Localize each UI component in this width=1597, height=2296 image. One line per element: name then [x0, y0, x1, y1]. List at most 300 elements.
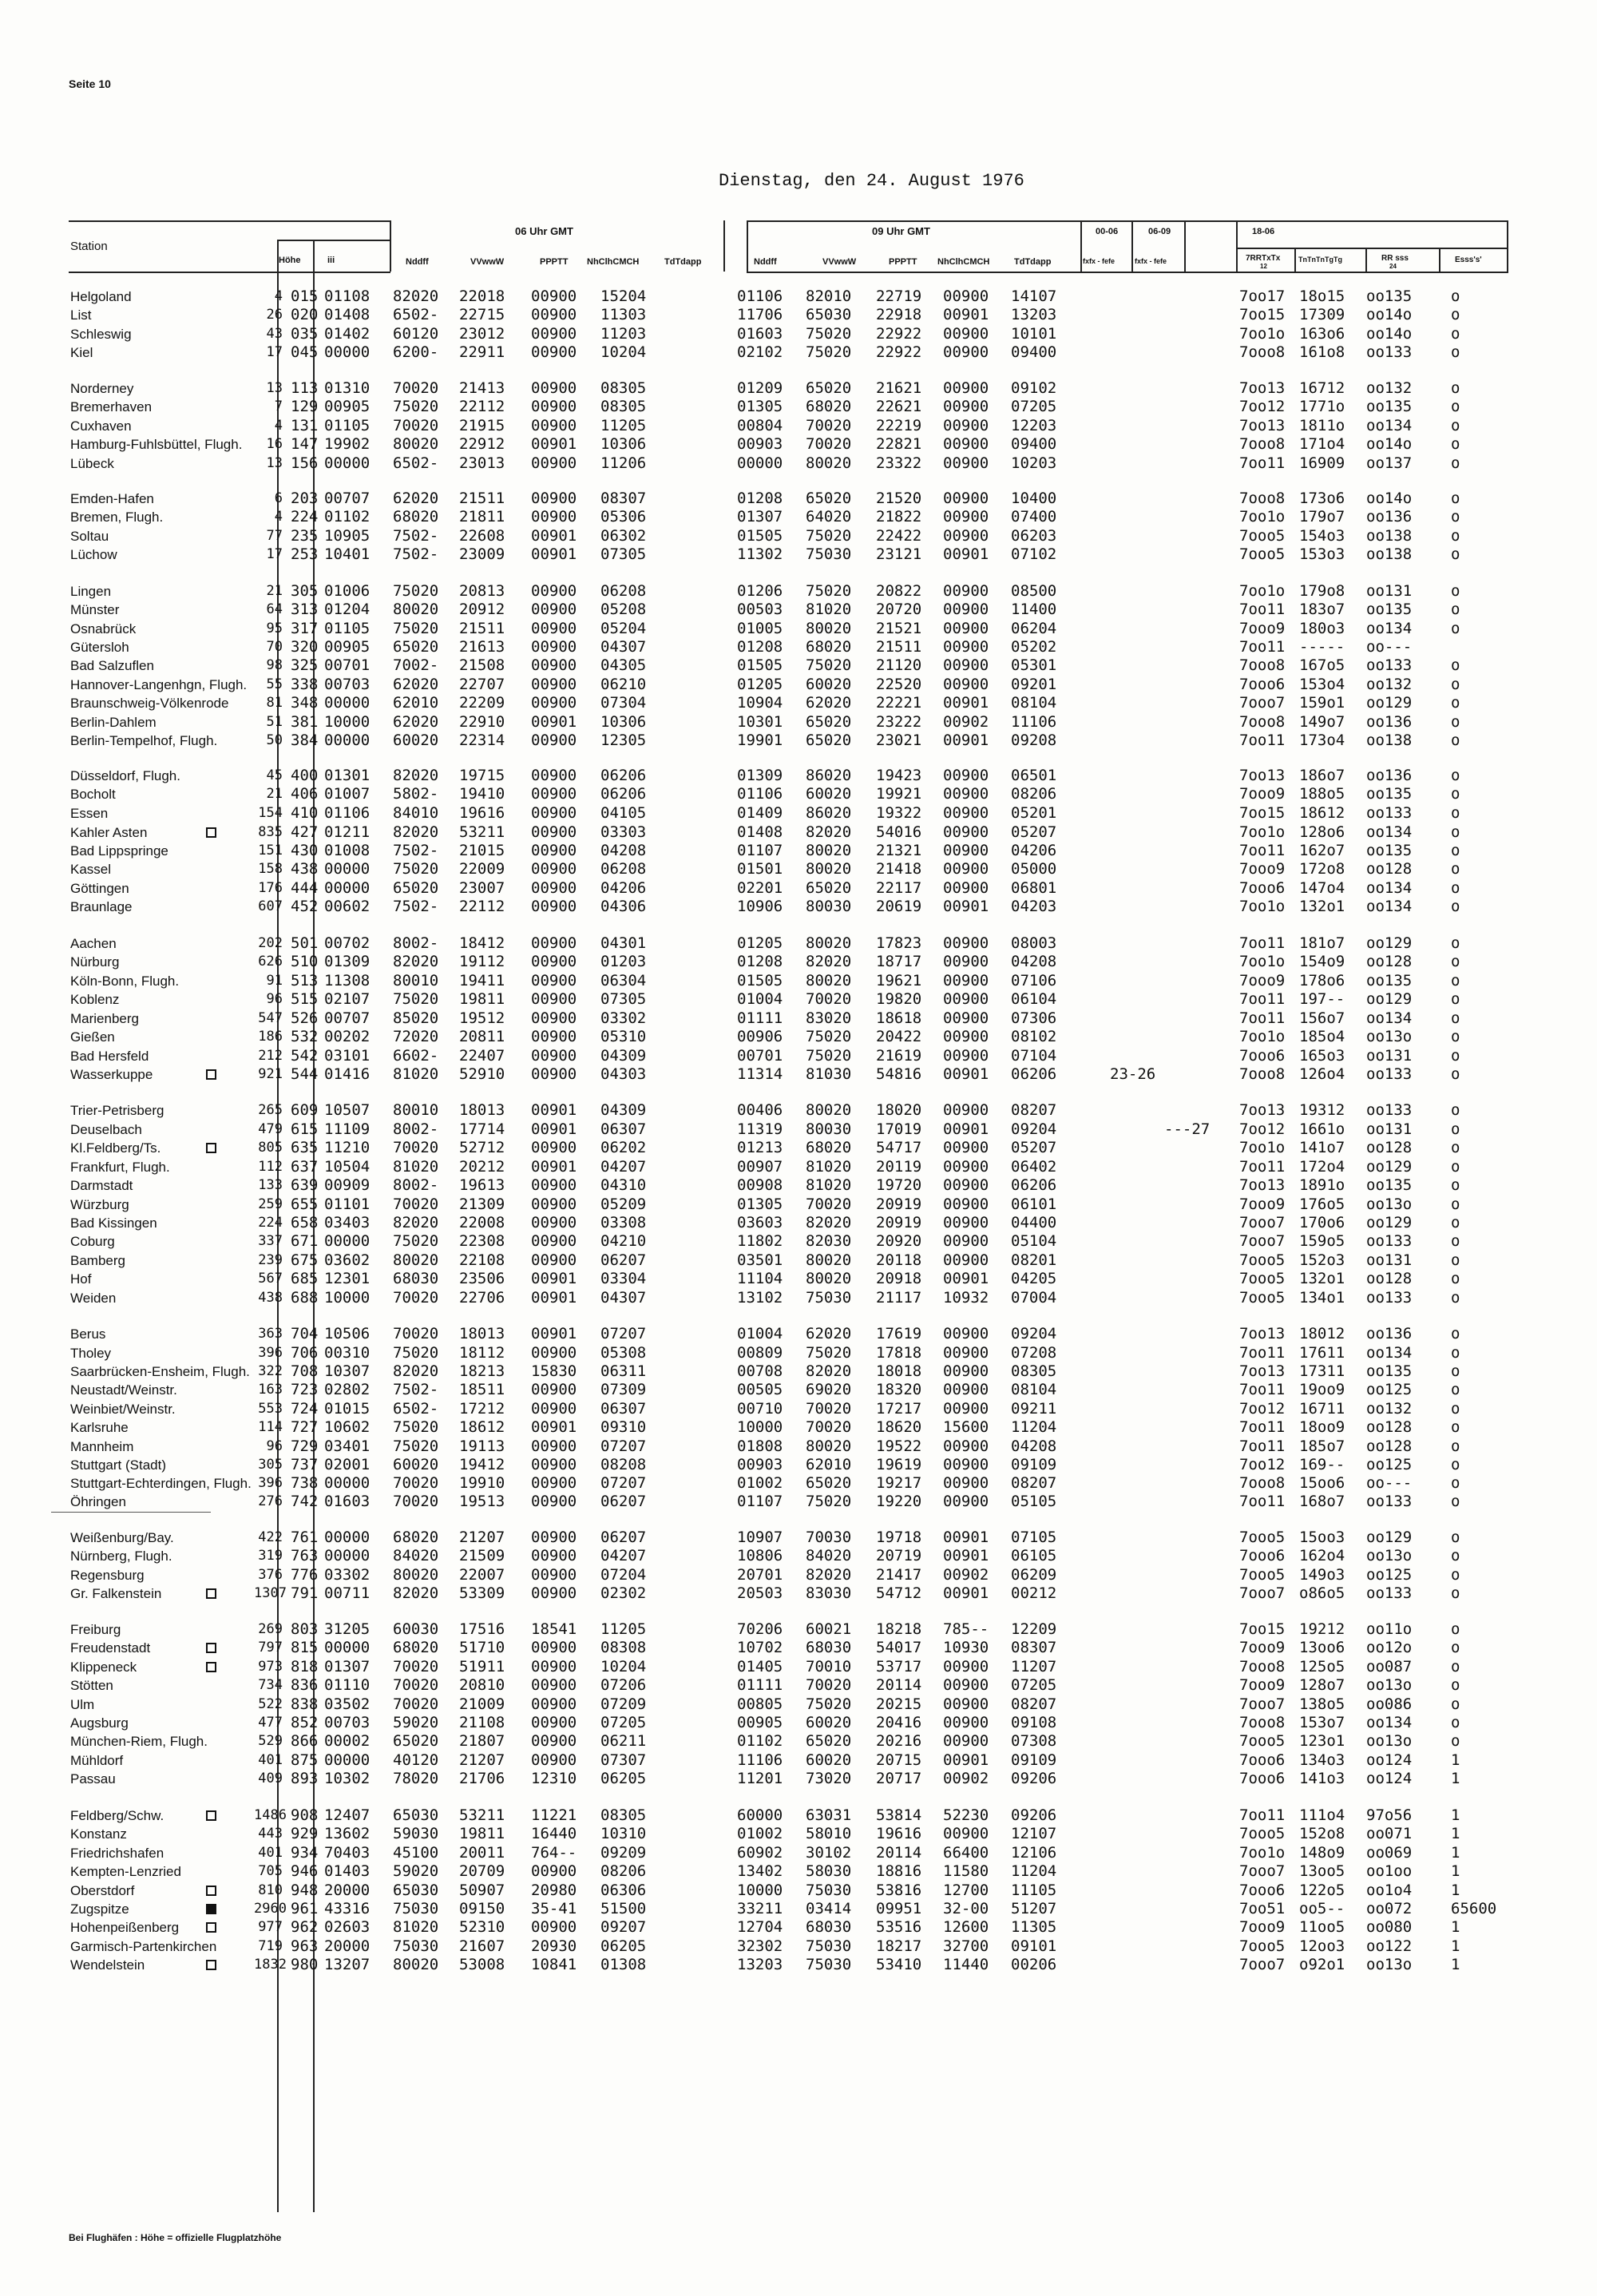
table-row: [0, 1325, 1597, 1343]
cell-ii: 510: [291, 953, 319, 970]
cell-alt: 151: [258, 843, 283, 859]
table-row: [0, 1251, 1597, 1270]
cell-e: 06211: [600, 1732, 647, 1750]
cell-alt: 265: [258, 1102, 283, 1118]
cell-j: 51207: [1011, 1900, 1057, 1917]
cell-o: oo129: [1366, 694, 1413, 712]
cell-alt: 4: [274, 288, 283, 304]
cell-b: 65020: [393, 1732, 439, 1750]
table-row: [0, 1289, 1597, 1307]
cell-g: 75020: [806, 527, 852, 545]
cell-ii: 381: [291, 713, 319, 731]
cell-f: 11106: [737, 1751, 783, 1769]
cell-n: 111o4: [1299, 1806, 1345, 1824]
cell-ii: 532: [291, 1028, 319, 1045]
cell-e: 01308: [600, 1956, 647, 1973]
cell-c: 19910: [459, 1474, 505, 1492]
cell-e: 05310: [600, 1028, 647, 1045]
cell-alt: 163: [258, 1382, 283, 1398]
cell-alt: 835: [258, 824, 283, 840]
cell-g: 81020: [806, 1176, 852, 1194]
cell-ii: 513: [291, 972, 319, 989]
cell-a: 00000: [324, 454, 371, 472]
cell-n: 147o4: [1299, 879, 1345, 897]
cell-j: 04208: [1011, 953, 1057, 970]
cell-i: 00900: [943, 1176, 989, 1194]
cell-d: 00901: [531, 545, 577, 563]
cell-o: oo128: [1366, 953, 1413, 970]
cell-m: 7ooo5: [1239, 1270, 1286, 1287]
cell-ii: 542: [291, 1047, 319, 1065]
cell-alt: 158: [258, 861, 283, 877]
cell-g: 70010: [806, 1658, 852, 1675]
cell-h: 19921: [876, 785, 922, 803]
cell-a: 00905: [324, 398, 371, 415]
cell-m: 7oo51: [1239, 1900, 1286, 1917]
cell-d: 00900: [531, 417, 577, 434]
cell-o: oo13o: [1366, 1196, 1413, 1213]
cell-c: 18511: [459, 1381, 505, 1398]
period-06-09: 06-09: [1148, 227, 1171, 236]
open-square-icon: [206, 1588, 216, 1599]
station-name: Berlin-Dahlem: [70, 715, 157, 730]
cell-i: 00900: [943, 398, 989, 415]
filled-square-icon: [206, 1904, 216, 1914]
cell-a: 43316: [324, 1900, 371, 1917]
cell-o: oo133: [1366, 1584, 1413, 1602]
station-name: Stuttgart (Stadt): [70, 1457, 166, 1473]
cell-b: 84010: [393, 804, 439, 822]
cell-d: 00900: [531, 1251, 577, 1269]
cell-d: 00900: [531, 1176, 577, 1194]
cell-a: 10307: [324, 1362, 371, 1380]
cell-b: 80020: [393, 435, 439, 453]
cell-alt: 212: [258, 1048, 283, 1064]
cell-f: 11201: [737, 1770, 783, 1787]
cell-a: 10905: [324, 527, 371, 545]
cell-p: 1: [1451, 1844, 1460, 1862]
cell-h: 21621: [876, 379, 922, 397]
cell-h: 22922: [876, 325, 922, 343]
cell-f: 01111: [737, 1676, 783, 1694]
cell-j: 05201: [1011, 804, 1057, 822]
cell-i: 10930: [943, 1639, 989, 1656]
cell-n: 149o3: [1299, 1566, 1345, 1584]
group-06-header: 06 Uhr GMT: [515, 225, 573, 237]
cell-i: 00900: [943, 1400, 989, 1418]
cell-e: 08308: [600, 1639, 647, 1656]
cell-h: 20119: [876, 1158, 922, 1176]
station-name: Hohenpeißenberg: [70, 1920, 180, 1935]
table-row: [0, 1196, 1597, 1214]
cell-d: 00900: [531, 1732, 577, 1750]
cell-h: 17217: [876, 1400, 922, 1418]
cell-a: 00602: [324, 898, 371, 915]
cell-c: 21511: [459, 490, 505, 507]
cell-f: 00505: [737, 1381, 783, 1398]
cell-e: 04208: [600, 842, 647, 859]
cell-m: 7ooo5: [1239, 1251, 1286, 1269]
cell-c: 18412: [459, 934, 505, 952]
station-name: Braunschweig-Völkenrode: [70, 696, 229, 711]
cell-o: oo131: [1366, 582, 1413, 600]
cell-d: 00900: [531, 1009, 577, 1027]
cell-alt: 422: [258, 1529, 283, 1545]
cell-g: 80020: [806, 454, 852, 472]
cell-c: 21509: [459, 1547, 505, 1564]
table-row: [0, 1695, 1597, 1714]
cell-alt: 810: [258, 1882, 283, 1898]
cell-c: 19410: [459, 785, 505, 803]
table-row: [0, 804, 1597, 823]
cell-g: 60020: [806, 785, 852, 803]
cell-i: 11440: [943, 1956, 989, 1973]
table-row: [0, 306, 1597, 324]
table-row: [0, 1362, 1597, 1381]
cell-n: 167o5: [1299, 656, 1345, 674]
cell-i: 00901: [943, 732, 989, 749]
cell-alt: 64: [266, 601, 283, 617]
cell-p: o: [1451, 1695, 1460, 1713]
cell-p: o: [1451, 1028, 1460, 1045]
cell-e: 08305: [600, 1806, 647, 1824]
table-row: [0, 823, 1597, 842]
cell-ii: 980: [291, 1956, 319, 1973]
cell-b: 70020: [393, 1196, 439, 1213]
altitude-header: Höhe: [279, 256, 301, 265]
cell-b: 81020: [393, 1918, 439, 1936]
cell-a: 02603: [324, 1918, 371, 1936]
cell-alt: 567: [258, 1271, 283, 1287]
cell-h: 18218: [876, 1620, 922, 1638]
cell-o: oo125: [1366, 1381, 1413, 1398]
cell-m: 7ooo9: [1239, 785, 1286, 803]
cell-a: 00000: [324, 1232, 371, 1250]
cell-j: 05000: [1011, 860, 1057, 878]
cell-m: 7oo1o: [1239, 1028, 1286, 1045]
cell-d: 00900: [531, 972, 577, 989]
table-row: [0, 1639, 1597, 1657]
cell-a: 10000: [324, 713, 371, 731]
cell-n: 152o8: [1299, 1825, 1345, 1842]
station-name: Osnabrück: [70, 621, 137, 636]
cell-f: 01309: [737, 767, 783, 784]
cell-a: 70403: [324, 1844, 371, 1862]
cell-i: 00900: [943, 638, 989, 656]
cell-f: 00908: [737, 1176, 783, 1194]
cell-j: 08102: [1011, 1028, 1057, 1045]
cell-g: 63031: [806, 1806, 852, 1824]
cell-m: 7oo11: [1239, 638, 1286, 656]
cell-m: 7ooo7: [1239, 694, 1286, 712]
cell-c: 22911: [459, 343, 505, 361]
cell-f: 60000: [737, 1806, 783, 1824]
cell-b: 62020: [393, 490, 439, 507]
cell-o: oo129: [1366, 934, 1413, 952]
cell-f: 01106: [737, 785, 783, 803]
cell-c: 21207: [459, 1751, 505, 1769]
cell-o: oo134: [1366, 620, 1413, 637]
cell-ii: 803: [291, 1620, 319, 1638]
cell-o: oo131: [1366, 1120, 1413, 1138]
cell-m: 7oo1o: [1239, 1139, 1286, 1156]
cell-alt: 224: [258, 1215, 283, 1231]
cell-f: 00805: [737, 1695, 783, 1713]
cell-d: 11221: [531, 1806, 577, 1824]
cell-h: 20717: [876, 1770, 922, 1787]
cell-j: 04205: [1011, 1270, 1057, 1287]
cell-e: 05306: [600, 508, 647, 525]
cell-j: 04400: [1011, 1214, 1057, 1231]
cell-f: 01305: [737, 398, 783, 415]
cell-g: 65020: [806, 732, 852, 749]
cell-a: 01301: [324, 767, 371, 784]
cell-i: 11580: [943, 1862, 989, 1880]
cell-h: 19720: [876, 1176, 922, 1194]
cell-ii: 147: [291, 435, 319, 453]
cell-f: 01206: [737, 582, 783, 600]
cell-o: oo134: [1366, 1714, 1413, 1731]
cell-m: 7oo1o: [1239, 823, 1286, 841]
cell-a: 03502: [324, 1695, 371, 1713]
cell-h: 09951: [876, 1900, 922, 1917]
cell-b: 75030: [393, 1937, 439, 1955]
cell-i: 52230: [943, 1806, 989, 1824]
cell-n: 18o15: [1299, 287, 1345, 305]
cell-ii: 818: [291, 1658, 319, 1675]
cell-i: 00900: [943, 1139, 989, 1156]
cell-g: 68030: [806, 1639, 852, 1656]
cell-b: 59020: [393, 1862, 439, 1880]
cell-f: 01501: [737, 860, 783, 878]
cell-b: 81020: [393, 1065, 439, 1083]
cell-f: 01505: [737, 527, 783, 545]
cell-b: 70020: [393, 1325, 439, 1342]
cell-i: 12700: [943, 1882, 989, 1899]
cell-ii: 946: [291, 1862, 319, 1880]
cell-p: o: [1451, 1418, 1460, 1436]
cell-ii: 313: [291, 601, 319, 618]
cell-g: 62020: [806, 694, 852, 712]
cell-e: 06210: [600, 676, 647, 693]
col-06-nddff: Nddff: [406, 257, 429, 267]
station-name: Stötten: [70, 1678, 113, 1693]
table-row: [0, 1584, 1597, 1603]
cell-alt: 921: [258, 1066, 283, 1082]
cell-p: o: [1451, 398, 1460, 415]
cell-j: 06104: [1011, 990, 1057, 1008]
station-name: Schleswig: [70, 327, 132, 342]
cell-c: 22715: [459, 306, 505, 323]
cell-n: 16711: [1299, 1400, 1345, 1418]
sub-gust-2: fxfx - fefe: [1135, 257, 1167, 265]
cell-m: 7oo11: [1239, 732, 1286, 749]
cell-c: 23506: [459, 1270, 505, 1287]
cell-c: 21309: [459, 1196, 505, 1213]
sub-tn: TnTnTnTgTg: [1298, 256, 1342, 264]
cell-g: 75030: [806, 545, 852, 563]
table-row: [0, 1658, 1597, 1676]
cell-g: 81020: [806, 1158, 852, 1176]
cell-alt: 319: [258, 1548, 283, 1564]
cell-o: oo134: [1366, 1344, 1413, 1362]
table-row: [0, 454, 1597, 473]
table-row: [0, 1344, 1597, 1362]
cell-f: 10904: [737, 694, 783, 712]
cell-n: 181o7: [1299, 934, 1345, 952]
cell-f: 01209: [737, 379, 783, 397]
cell-c: 22707: [459, 676, 505, 693]
cell-g: 75030: [806, 1956, 852, 1973]
col-06-vvwww: VVwwW: [470, 257, 505, 267]
cell-d: 00901: [531, 1270, 577, 1287]
cell-i: 32-00: [943, 1900, 989, 1917]
cell-i: 00900: [943, 1658, 989, 1675]
table-row: [0, 1529, 1597, 1547]
cell-f: 02102: [737, 343, 783, 361]
cell-h: 19217: [876, 1474, 922, 1492]
cell-b: 59030: [393, 1825, 439, 1842]
table-row: [0, 1844, 1597, 1862]
cell-d: 00900: [531, 1196, 577, 1213]
cell-b: 78020: [393, 1770, 439, 1787]
cell-d: 00900: [531, 1232, 577, 1250]
cell-j: 08201: [1011, 1251, 1057, 1269]
cell-o: oo133: [1366, 1289, 1413, 1307]
col-09-dewpoint: TdTdapp: [1014, 257, 1052, 267]
cell-m: 7ooo7: [1239, 1956, 1286, 1973]
table-row: [0, 638, 1597, 656]
cell-d: 00900: [531, 1639, 577, 1656]
cell-i: 00900: [943, 490, 989, 507]
station-name: Freiburg: [70, 1622, 121, 1637]
cell-c: 19715: [459, 767, 505, 784]
cell-d: 00900: [531, 823, 577, 841]
cell-h: 53410: [876, 1956, 922, 1973]
table-row: [0, 1900, 1597, 1918]
cell-a: 00702: [324, 934, 371, 952]
cell-i: 00900: [943, 1493, 989, 1510]
cell-j: 12106: [1011, 1844, 1057, 1862]
cell-i: 00900: [943, 879, 989, 897]
cell-p: o: [1451, 972, 1460, 989]
cell-j: 09206: [1011, 1770, 1057, 1787]
cell-e: 07204: [600, 1566, 647, 1584]
table-row: [0, 1566, 1597, 1584]
cell-b: 75020: [393, 1232, 439, 1250]
cell-d: 00900: [531, 1676, 577, 1694]
cell-p: 1: [1451, 1751, 1460, 1769]
cell-j: 07400: [1011, 508, 1057, 525]
cell-f: 01205: [737, 676, 783, 693]
cell-a: 01015: [324, 1400, 371, 1418]
cell-h: 23222: [876, 713, 922, 731]
footnote: Bei Flughäfen : Höhe = offizielle Flugplatzhöhe: [69, 2232, 282, 2243]
cell-d: 00900: [531, 842, 577, 859]
cell-d: 00900: [531, 1028, 577, 1045]
cell-o: oo135: [1366, 972, 1413, 989]
table-row: [0, 1620, 1597, 1639]
cell-i: 00900: [943, 1325, 989, 1342]
cell-b: 65030: [393, 1806, 439, 1824]
table-row: [0, 676, 1597, 694]
cell-ii: 501: [291, 934, 319, 952]
cell-alt: 626: [258, 954, 283, 970]
cell-c: 19412: [459, 1456, 505, 1473]
cell-i: 00900: [943, 1362, 989, 1380]
cell-m: 7ooo7: [1239, 1862, 1286, 1880]
cell-e: 02302: [600, 1584, 647, 1602]
cell-n: 126o4: [1299, 1065, 1345, 1083]
cell-o: oo129: [1366, 1158, 1413, 1176]
cell-i: 00901: [943, 898, 989, 915]
cell-a: 00707: [324, 490, 371, 507]
cell-a: 10602: [324, 1418, 371, 1436]
cell-g: 58010: [806, 1825, 852, 1842]
col-06-clouds: NhClhCMCH: [587, 257, 640, 267]
cell-d: 00900: [531, 1437, 577, 1455]
cell-g: 82020: [806, 1566, 852, 1584]
cell-g: 80020: [806, 620, 852, 637]
cell-m: 7oo12: [1239, 398, 1286, 415]
cell-a: 02802: [324, 1381, 371, 1398]
cell-b: 70020: [393, 1658, 439, 1675]
cell-d: 20980: [531, 1882, 577, 1899]
cell-h: 19522: [876, 1437, 922, 1455]
cell-j: 08207: [1011, 1101, 1057, 1119]
cell-n: 138o5: [1299, 1695, 1345, 1713]
cell-m: 7ooo6: [1239, 1751, 1286, 1769]
cell-c: 22912: [459, 435, 505, 453]
cell-f: 11319: [737, 1120, 783, 1138]
cell-p: o: [1451, 1139, 1460, 1156]
cell-o: oo080: [1366, 1918, 1413, 1936]
cell-d: 00900: [531, 804, 577, 822]
cell-o: oo069: [1366, 1844, 1413, 1862]
cell-f: 00701: [737, 1047, 783, 1065]
cell-f: 01208: [737, 953, 783, 970]
cell-j: 12203: [1011, 417, 1057, 434]
cell-d: 00901: [531, 527, 577, 545]
cell-b: 81020: [393, 1158, 439, 1176]
cell-ii: 791: [291, 1584, 319, 1602]
cell-ii: 875: [291, 1751, 319, 1769]
cell-p: o: [1451, 804, 1460, 822]
table-row: [0, 1400, 1597, 1418]
cell-b: 6502-: [393, 1400, 439, 1418]
cell-alt: 797: [258, 1640, 283, 1656]
cell-p: o: [1451, 1289, 1460, 1307]
cell-j: 00212: [1011, 1584, 1057, 1602]
cell-b: 45100: [393, 1844, 439, 1862]
cell-f: 13402: [737, 1862, 783, 1880]
page-date: Dienstag, den 24. August 1976: [719, 171, 1024, 191]
cell-f: 00708: [737, 1362, 783, 1380]
cell-j: 06801: [1011, 879, 1057, 897]
cell-e: 11205: [600, 1620, 647, 1638]
cell-h: 20715: [876, 1751, 922, 1769]
open-square-icon: [206, 1922, 216, 1933]
station-name: Lübeck: [70, 456, 114, 471]
cell-n: 1891o: [1299, 1176, 1345, 1194]
cell-alt: 2960: [254, 1901, 287, 1917]
cell-alt: 977: [258, 1919, 283, 1935]
cell-i: 00900: [943, 860, 989, 878]
cell-i: 00900: [943, 1676, 989, 1694]
cell-alt: 154: [258, 805, 283, 821]
cell-ii: 338: [291, 676, 319, 693]
cell-c: 21613: [459, 638, 505, 656]
